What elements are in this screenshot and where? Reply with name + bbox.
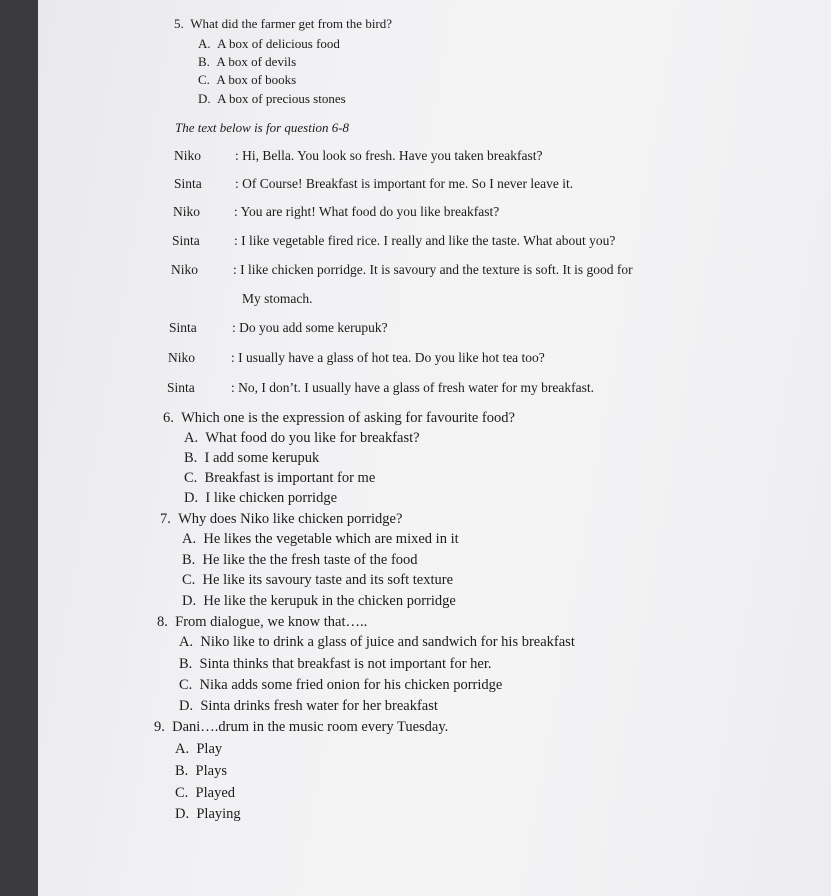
dialogue-speaker: Niko: [173, 204, 200, 219]
option-text: Sinta drinks fresh water for her breakfast: [200, 698, 438, 714]
q5-option-c: [198, 72, 296, 88]
option-text: He likes the vegetable which are mixed in it: [203, 531, 459, 547]
dialogue-speaker: Niko: [174, 148, 201, 163]
dialogue-line: : I like vegetable fired rice. I really and like the taste. What about you?: [234, 233, 616, 248]
question-text: What did the farmer get from the bird?: [190, 16, 393, 31]
option-letter: C.: [184, 470, 198, 486]
question-text: Dani….drum in the music room every Tuesday.: [172, 719, 449, 735]
question-text: Why does Niko like chicken porridge?: [178, 511, 403, 527]
option-letter: A.: [175, 741, 190, 757]
option-text: Play: [196, 741, 223, 757]
question-text: Which one is the expression of asking for favourite food?: [181, 410, 515, 426]
option-letter: B.: [182, 552, 196, 568]
q9-option-d: [175, 806, 241, 823]
question-number: 5.: [174, 16, 184, 31]
option-letter: C.: [179, 677, 193, 693]
dialogue-speaker: Sinta: [172, 233, 200, 248]
q8-option-c: [179, 677, 502, 694]
option-text: Played: [195, 785, 236, 801]
option-letter: D.: [175, 806, 190, 822]
q6-option-a: [184, 430, 420, 447]
option-text: A box of delicious food: [217, 36, 340, 51]
dialogue-line-continuation: My stomach.: [242, 291, 313, 306]
q9-option-a: [175, 741, 222, 758]
option-letter: A.: [198, 36, 211, 51]
dialogue-line: : Hi, Bella. You look so fresh. Have you taken breakfast?: [235, 148, 543, 163]
option-text: Nika adds some fried onion for his chicken porridge: [199, 677, 503, 693]
dialogue-speaker: Niko: [168, 350, 195, 365]
option-letter: B.: [198, 54, 210, 69]
option-letter: D.: [198, 91, 211, 106]
option-text: He like the the fresh taste of the food: [202, 552, 418, 568]
q6-option-d: [184, 490, 337, 507]
dialogue-speaker: Sinta: [167, 380, 195, 395]
question-6: [163, 410, 515, 427]
exam-paper: [38, 0, 831, 896]
q6-option-c: [184, 470, 375, 487]
option-text: Playing: [196, 806, 241, 822]
question-7: [160, 511, 402, 528]
option-letter: B.: [184, 450, 198, 466]
option-text: Sinta thinks that breakfast is not important for her.: [199, 656, 492, 672]
option-letter: D.: [179, 698, 194, 714]
option-text: He like the kerupuk in the chicken porridge: [203, 593, 456, 609]
option-text: What food do you like for breakfast?: [205, 430, 420, 446]
option-letter: C.: [198, 72, 210, 87]
q8-option-d: [179, 698, 438, 715]
question-text: From dialogue, we know that…..: [175, 614, 368, 630]
q8-option-b: [179, 656, 492, 673]
question-number: 7.: [160, 511, 171, 527]
option-text: A box of precious stones: [217, 91, 346, 106]
option-letter: B.: [179, 656, 193, 672]
q7-option-d: [182, 593, 456, 610]
dialogue-speaker: Sinta: [174, 176, 202, 191]
option-text: He like its savoury taste and its soft texture: [202, 572, 454, 588]
option-letter: A.: [182, 531, 197, 547]
passage-intro: The text below is for question 6-8: [175, 120, 350, 135]
dialogue-line: : I like chicken porridge. It is savoury and the texture is soft. It is good for: [233, 262, 633, 277]
option-letter: D.: [182, 593, 197, 609]
q7-option-c: [182, 572, 453, 589]
question-number: 8.: [157, 614, 168, 630]
q9-option-c: [175, 785, 235, 802]
q6-option-b: [184, 450, 319, 467]
q9-option-b: [175, 763, 227, 780]
q7-option-b: [182, 552, 418, 569]
option-text: I add some kerupuk: [204, 450, 320, 466]
q5-option-b: [198, 54, 296, 70]
dialogue-speaker: Niko: [171, 262, 198, 277]
dialogue-speaker: Sinta: [169, 320, 197, 335]
option-letter: C.: [182, 572, 196, 588]
option-letter: B.: [175, 763, 189, 779]
q5-option-a: [198, 36, 340, 52]
q8-option-a: [179, 634, 575, 651]
option-text: A box of books: [216, 72, 297, 87]
dialogue-line: : Of Course! Breakfast is important for me. So I never leave it.: [235, 176, 574, 191]
q7-option-a: [182, 531, 459, 548]
option-letter: A.: [179, 634, 194, 650]
option-text: Niko like to drink a glass of juice and sandwich for his breakfast: [200, 634, 575, 650]
option-letter: C.: [175, 785, 189, 801]
option-letter: A.: [184, 430, 199, 446]
question-5: [174, 16, 392, 32]
dialogue-line: : You are right! What food do you like breakfast?: [234, 204, 500, 219]
question-8: [157, 614, 367, 631]
option-letter: D.: [184, 490, 199, 506]
option-text: Breakfast is important for me: [204, 470, 376, 486]
option-text: I like chicken porridge: [205, 490, 338, 506]
option-text: A box of devils: [216, 54, 297, 69]
question-9: [154, 719, 448, 736]
q5-option-d: [198, 91, 346, 107]
question-number: 6.: [163, 410, 174, 426]
dialogue-line: : I usually have a glass of hot tea. Do you like hot tea too?: [231, 350, 545, 365]
option-text: Plays: [195, 763, 227, 779]
dialogue-line: : Do you add some kerupuk?: [232, 320, 388, 335]
question-number: 9.: [154, 719, 165, 735]
dialogue-line: : No, I don’t. I usually have a glass of fresh water for my breakfast.: [231, 380, 595, 395]
